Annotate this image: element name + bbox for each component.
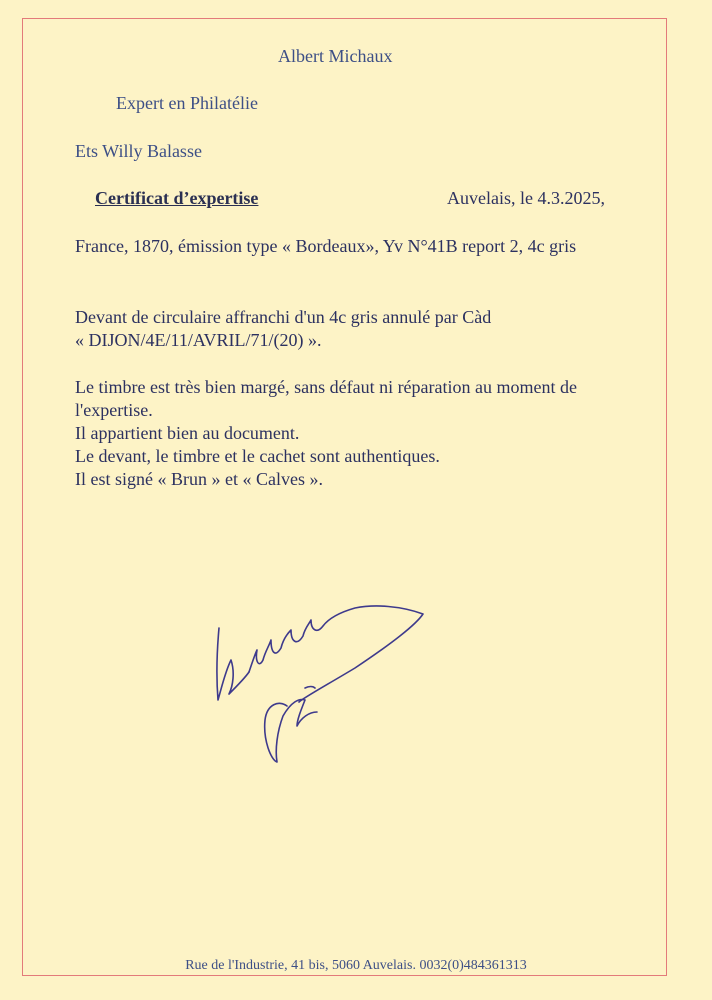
- company-name: Ets Willy Balasse: [75, 141, 202, 161]
- signature-letters-stroke: [249, 606, 423, 702]
- description-line-2: « DIJON/4E/11/AVRIL/71/(20) ».: [75, 330, 322, 350]
- footer-address: Rue de l'Industrie, 41 bis, 5060 Auvelais. 0032(0)484361313: [185, 958, 527, 973]
- finding-line-2: l'expertise.: [75, 400, 153, 420]
- expert-name: Albert Michaux: [278, 46, 393, 66]
- place-date: Auvelais, le 4.3.2025,: [447, 188, 605, 208]
- signature-dot-stroke: [305, 687, 315, 689]
- signature-initial-stroke: [217, 628, 249, 700]
- description-line-1: Devant de circulaire affranchi d'un 4c gris annulé par Càd: [75, 307, 492, 327]
- certificate-title: Certificat d’expertise: [95, 188, 259, 208]
- signature-flourish-stroke: [265, 700, 317, 762]
- finding-line-4: Le devant, le timbre et le cachet sont authentiques.: [75, 446, 440, 466]
- stamp-subject: France, 1870, émission type « Bordeaux», Yv N°41B report 2, 4c gris: [75, 236, 577, 256]
- finding-line-3: Il appartient bien au document.: [75, 423, 300, 443]
- handwritten-signature: [205, 590, 435, 770]
- expert-profession: Expert en Philatélie: [116, 93, 258, 113]
- finding-line-5: Il est signé « Brun » et « Calves ».: [75, 469, 323, 489]
- finding-line-1: Le timbre est très bien margé, sans défaut ni réparation au moment de: [75, 377, 577, 397]
